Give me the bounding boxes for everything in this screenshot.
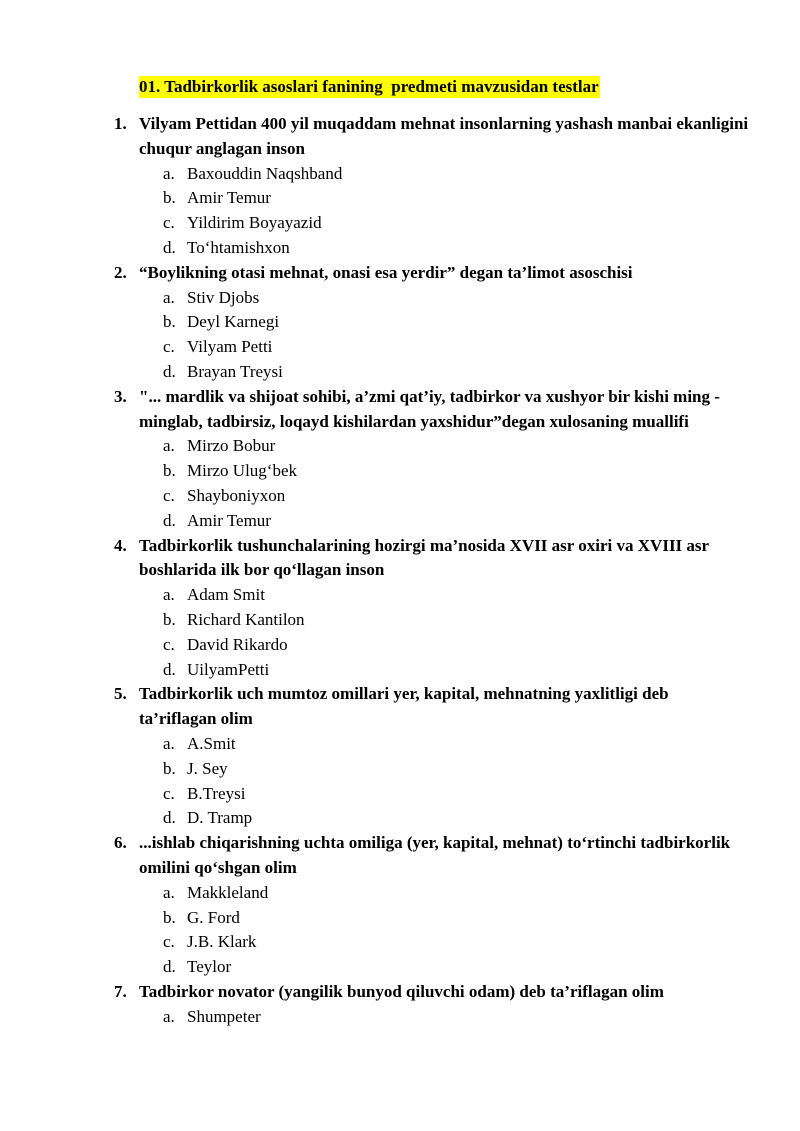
option-letter: a. bbox=[163, 882, 175, 902]
option-text: G. Ford bbox=[187, 907, 240, 927]
question-number: 6. bbox=[114, 833, 127, 853]
question-4 bbox=[0, 534, 800, 683]
option-text: J.B. Klark bbox=[187, 932, 257, 952]
option-item bbox=[0, 484, 800, 509]
option-item bbox=[0, 806, 800, 831]
option-letter: d. bbox=[163, 361, 176, 381]
option-item bbox=[0, 782, 800, 807]
option-letter: c. bbox=[163, 485, 175, 505]
option-item bbox=[0, 186, 800, 211]
option-item bbox=[0, 732, 800, 757]
option-item bbox=[0, 583, 800, 608]
option-letter: d. bbox=[163, 957, 176, 977]
option-item bbox=[0, 335, 800, 360]
option-text: Shumpeter bbox=[187, 1006, 261, 1026]
option-letter: d. bbox=[163, 808, 176, 828]
option-text: Richard Kantilon bbox=[187, 609, 305, 629]
option-item bbox=[0, 658, 800, 683]
question-3 bbox=[0, 385, 800, 534]
option-text: Teylor bbox=[187, 957, 232, 977]
option-text: Deyl Karnegi bbox=[187, 312, 280, 332]
option-letter: b. bbox=[163, 188, 176, 208]
option-letter: d. bbox=[163, 659, 176, 679]
question-number: 1. bbox=[114, 114, 127, 133]
option-item bbox=[0, 881, 800, 906]
option-item bbox=[0, 236, 800, 261]
option-item bbox=[0, 211, 800, 236]
option-item bbox=[0, 930, 800, 955]
option-text: J. Sey bbox=[187, 758, 228, 778]
option-text: Amir Temur bbox=[187, 510, 271, 530]
question-number: 7. bbox=[114, 981, 127, 1001]
option-item bbox=[0, 310, 800, 335]
option-letter: a. bbox=[163, 1006, 175, 1026]
option-text: B.Treysi bbox=[187, 783, 246, 803]
option-letter: d. bbox=[163, 237, 176, 257]
option-letter: c. bbox=[163, 634, 175, 654]
option-text: Yildirim Boyayazid bbox=[187, 213, 322, 233]
question-text: ...ishlab chiqarishning uchta omiliga (yer, kapital, mehnat) to‘rtinchi tadbirkorlik omilini qo‘shgan olim bbox=[139, 833, 731, 877]
option-item bbox=[0, 633, 800, 658]
question-1 bbox=[0, 112, 800, 261]
option-text: Amir Temur bbox=[187, 188, 271, 208]
option-item bbox=[0, 757, 800, 782]
question-2 bbox=[0, 261, 800, 385]
question-7 bbox=[0, 980, 800, 1030]
option-text: Stiv Djobs bbox=[187, 287, 260, 307]
option-letter: d. bbox=[163, 510, 176, 530]
option-item bbox=[0, 1005, 800, 1030]
question-5 bbox=[0, 682, 800, 831]
option-letter: a. bbox=[163, 163, 175, 183]
option-item bbox=[0, 434, 800, 459]
question-text: Tadbirkorlik uch mumtoz omillari yer, kapital, mehnatning yaxlitligi deb ta’riflagan olim bbox=[139, 684, 669, 729]
question-number: 4. bbox=[114, 535, 127, 555]
option-text: Mirzo Ulug‘bek bbox=[187, 461, 298, 481]
option-letter: b. bbox=[163, 312, 176, 332]
question-6 bbox=[0, 831, 800, 980]
option-letter: a. bbox=[163, 733, 175, 753]
option-item bbox=[0, 509, 800, 534]
question-number: 2. bbox=[114, 262, 127, 282]
option-text: Mirzo Bobur bbox=[187, 436, 276, 456]
question-number: 5. bbox=[114, 684, 127, 704]
option-letter: c. bbox=[163, 213, 175, 233]
page-title: 01. Tadbirkorlik asoslari fanining predmeti mavzusidan testlar bbox=[139, 77, 599, 96]
option-text: UilyamPetti bbox=[187, 659, 270, 679]
option-item bbox=[0, 608, 800, 633]
option-letter: b. bbox=[163, 758, 176, 778]
question-number: 3. bbox=[114, 386, 127, 406]
option-letter: c. bbox=[163, 932, 175, 952]
question-text: "... mardlik va shijoat sohibi, a’zmi qat’iy, tadbirkor va xushyor bir kishi ming - minglab, tadbirsiz, loqayd kishilardan yaxshidur”degan xulosaning muallifi bbox=[139, 386, 720, 431]
question-text: Tadbirkor novator (yangilik bunyod qiluvchi odam) deb ta’riflagan olim bbox=[139, 981, 664, 1001]
option-text: Brayan Treysi bbox=[187, 361, 283, 381]
question-list bbox=[0, 112, 800, 1029]
option-text: Makkleland bbox=[187, 882, 269, 902]
option-letter: a. bbox=[163, 287, 175, 307]
option-item bbox=[0, 955, 800, 980]
option-text: To‘htamishxon bbox=[187, 237, 290, 257]
option-letter: a. bbox=[163, 436, 175, 456]
option-text: D. Tramp bbox=[187, 808, 253, 828]
option-item bbox=[0, 286, 800, 311]
option-letter: c. bbox=[163, 783, 175, 803]
question-text: “Boylikning otasi mehnat, onasi esa yerdir” degan ta’limot asoschisi bbox=[139, 262, 633, 282]
option-letter: b. bbox=[163, 461, 176, 481]
option-text: Vilyam Petti bbox=[187, 337, 273, 357]
option-letter: b. bbox=[163, 907, 176, 927]
option-letter: b. bbox=[163, 609, 176, 629]
option-item bbox=[0, 459, 800, 484]
option-text: A.Smit bbox=[187, 733, 236, 753]
option-text: David Rikardo bbox=[187, 634, 288, 654]
option-item bbox=[0, 360, 800, 385]
question-text: Tadbirkorlik tushunchalarining hozirgi ma’nosida XVII asr oxiri va XVIII asr boshlarida ilk bor qo‘llagan inson bbox=[139, 535, 709, 580]
option-text: Shayboniyxon bbox=[187, 485, 286, 505]
option-text: Baxouddin Naqshband bbox=[187, 163, 343, 183]
option-letter: c. bbox=[163, 337, 175, 357]
option-item bbox=[0, 906, 800, 931]
option-text: Adam Smit bbox=[187, 585, 265, 605]
question-text: Vilyam Pettidan 400 yil muqaddam mehnat insonlarning yashash manbai ekanligini chuqur anglagan inson bbox=[139, 114, 749, 158]
option-letter: a. bbox=[163, 585, 175, 605]
option-item bbox=[0, 162, 800, 187]
